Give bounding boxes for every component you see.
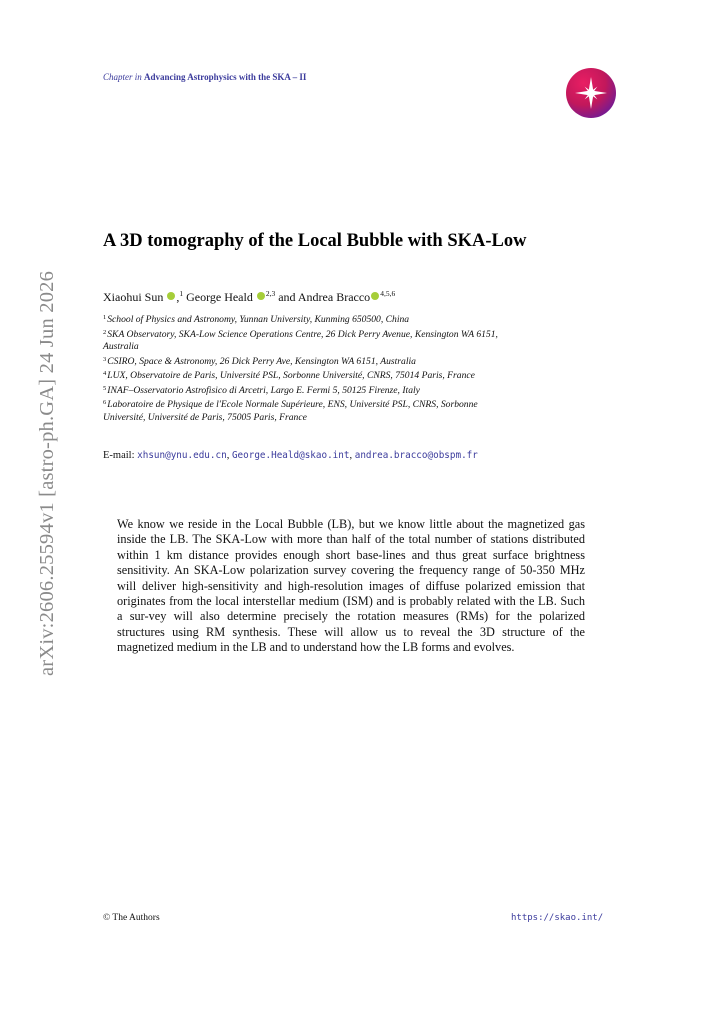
author-name: George Heald — [186, 290, 253, 304]
arxiv-identifier-stamp: arXiv:2606.25594v1 [astro-ph.GA] 24 Jun 2026 — [36, 270, 58, 676]
author-name: Xiaohui Sun — [103, 290, 164, 304]
author-affiliation-sup: 2,3 — [265, 289, 276, 298]
chapter-header — [103, 72, 306, 82]
ska-star-logo-icon — [565, 67, 617, 119]
author-affiliation-sup: 1 — [179, 289, 184, 298]
paper-title: A 3D tomography of the Local Bubble with SKA-Low — [103, 231, 527, 251]
affiliation-item: $^5$INAF–Osservatorio Astrofisico di Arcetri, Largo E. Fermi 5, 50125 Firenze, Italy — [103, 384, 420, 396]
email-line: E-mail: xhsun@ynu.edu.cn, George.Heald@skao.int, andrea.bracco@obspm.fr — [103, 450, 478, 461]
book-title-link[interactable]: Advancing Astrophysics with the SKA – II — [144, 72, 307, 82]
affiliation-item: $^1$School of Physics and Astronomy, Yunnan University, Kunming 650500, China — [103, 314, 410, 325]
orcid-icon[interactable] — [257, 292, 265, 300]
abstract-text: We know we reside in the Local Bubble (LB), but we know little about the magnetized gas inside the LB. The SKA-Low with more than half of the total number of stations distributed within 1 km distance provides enough short base-lines and thus great surface brightness sensitivity. An SKA-Low polarization survey covering the frequency range of 50-350 MHz will deliver high-sensitivity and high-resolution images of diffuse polarized emission that originates from the local interstellar medium (ISM) and is probably related with the LB. Such a sur-vey will also determine precisely the rotation measures (RMs) for the polarized structures using RM synthesis. These will allow us to reveal the 3D structure of the magnetized medium in the LB and to understand how the LB forms and evolves. — [117, 517, 585, 655]
email-label: E-mail: — [103, 450, 135, 461]
author-list: Xiaohui Sun ,$^1$ George Heald $^{2,3}$ and Andrea Bracco $^{4,5,6}$ — [103, 289, 396, 304]
author-affiliation-sup: 4,5,6 — [380, 289, 396, 298]
affiliation-item: $^4$LUX, Observatoire de Paris, Université PSL, Sorbonne Université, CNRS, 75014 Paris, France — [103, 370, 475, 381]
affiliation-continuation: Australia — [103, 341, 139, 352]
email-link[interactable]: andrea.bracco@obspm.fr — [354, 450, 478, 461]
affiliation-item: $^2$SKA Observatory, SKA-Low Science Operations Centre, 26 Dick Perry Avenue, Kensington WA 6151, — [103, 328, 498, 340]
footer-url-link[interactable]: https://skao.int/ — [511, 913, 604, 923]
chapter-prefix: Chapter in — [103, 72, 142, 82]
orcid-icon[interactable] — [371, 292, 379, 300]
email-link[interactable]: xhsun@ynu.edu.cn — [137, 450, 227, 461]
orcid-icon[interactable] — [167, 292, 175, 300]
author-name: Andrea Bracco — [297, 290, 371, 304]
copyright-notice: © The Authors — [103, 913, 160, 923]
affiliation-item: $^6$Laboratoire de Physique de l'Ecole Normale Supérieure, ENS, Université PSL, CNRS, Sorbonne — [103, 399, 478, 410]
affiliation-item: $^3$CSIRO, Space & Astronomy, 26 Dick Perry Ave, Kensington WA 6151, Australia — [103, 355, 416, 367]
affiliation-list — [103, 312, 623, 424]
affiliation-continuation: Université, Université de Paris, 75005 Paris, France — [103, 411, 307, 423]
email-link[interactable]: George.Heald@skao.int — [231, 450, 350, 461]
